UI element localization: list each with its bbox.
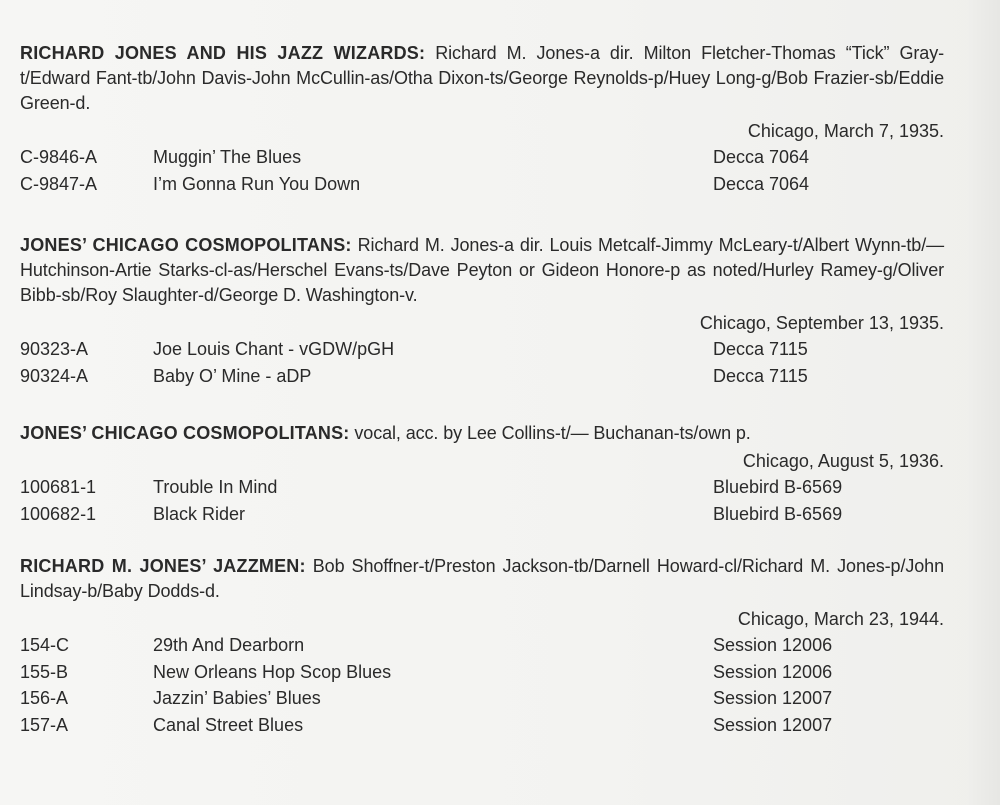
personnel-list: vocal, acc. by Lee Collins-t/— Buchanan-ts/own p.	[349, 423, 751, 443]
track-list	[20, 632, 944, 738]
matrix-number: 100681-1	[20, 477, 97, 497]
track-title: Trouble In Mind	[153, 477, 278, 497]
session-personnel	[20, 421, 944, 446]
page-edge-shadow	[966, 0, 1000, 805]
track-row	[20, 712, 944, 739]
track-list	[20, 474, 944, 527]
issue-number: Session 12006	[713, 635, 833, 655]
issue-number: Session 12007	[713, 714, 833, 735]
band-name: RICHARD JONES AND HIS JAZZ WIZARDS:	[20, 43, 426, 63]
issue-number: Bluebird B-6569	[713, 477, 843, 497]
personnel-list: Richard M. Jones-a dir. Louis Metcalf-Jimmy McLeary-t/Albert Wynn-tb/— Hutchinson-Artie Starks-cl-as/Herschel Evans-ts/Dave Peyton or Gideon Honore-p as noted/Hurley Ramey-g/Oliver Bibb-sb/Roy Slaughter-d/George D. Washington-v.	[20, 235, 945, 305]
track-list	[20, 336, 944, 389]
track-title: Canal Street Blues	[153, 714, 304, 735]
track-row	[20, 474, 944, 501]
track-title: Black Rider	[153, 503, 246, 524]
matrix-number: 156-A	[20, 688, 69, 708]
issue-number: Session 12006	[713, 661, 833, 682]
track-row	[20, 501, 944, 528]
band-name: RICHARD M. JONES’ JAZZMEN:	[20, 556, 306, 576]
track-row	[20, 659, 944, 686]
issue-number: Decca 7064	[713, 147, 810, 167]
band-name: JONES’ CHICAGO COSMOPOLITANS:	[20, 423, 350, 443]
session-personnel	[20, 41, 944, 116]
track-row	[20, 144, 944, 171]
session-block	[20, 41, 944, 197]
matrix-number: 90323-A	[20, 339, 89, 359]
issue-number: Decca 7064	[713, 173, 810, 194]
track-row	[20, 632, 944, 659]
track-title: 29th And Dearborn	[153, 635, 305, 655]
track-title: Muggin’ The Blues	[153, 147, 302, 167]
band-name: JONES’ CHICAGO COSMOPOLITANS:	[20, 235, 352, 255]
track-row	[20, 336, 944, 363]
track-row	[20, 363, 944, 390]
issue-number: Bluebird B-6569	[713, 503, 843, 524]
matrix-number: 155-B	[20, 661, 69, 682]
track-title: New Orleans Hop Scop Blues	[153, 661, 392, 682]
track-title: Baby O’ Mine - aDP	[153, 365, 312, 386]
matrix-number: 157-A	[20, 714, 69, 735]
matrix-number: 154-C	[20, 635, 70, 655]
track-row	[20, 171, 944, 198]
personnel-list: Richard M. Jones-a dir. Milton Fletcher-Thomas “Tick” Gray-t/Edward Fant-tb/John Davis-John McCullin-as/Otha Dixon-ts/George Reynolds-p/Huey Long-g/Bob Frazier-sb/Eddie Green-d.	[20, 43, 944, 113]
session-block	[20, 233, 944, 389]
track-row	[20, 685, 944, 712]
issue-number: Session 12007	[713, 688, 833, 708]
matrix-number: 90324-A	[20, 365, 89, 386]
issue-number: Decca 7115	[713, 365, 808, 386]
place-date: Chicago, March 7, 1935.	[747, 121, 944, 141]
place-date: Chicago, August 5, 1936.	[742, 451, 944, 471]
session-block	[20, 554, 944, 738]
personnel-list: Bob Shoffner-t/Preston Jackson-tb/Darnell Howard-cl/Richard M. Jones-p/John Lindsay-b/Baby Dodds-d.	[20, 556, 945, 601]
session-block	[20, 421, 944, 527]
matrix-number: C-9846-A	[20, 147, 98, 167]
place-date: Chicago, March 23, 1944.	[737, 609, 944, 629]
track-title: I’m Gonna Run You Down	[153, 173, 361, 194]
track-title: Jazzin’ Babies’ Blues	[153, 688, 321, 708]
issue-number: Decca 7115	[713, 339, 808, 359]
matrix-number: C-9847-A	[20, 173, 98, 194]
session-personnel	[20, 554, 944, 604]
matrix-number: 100682-1	[20, 503, 97, 524]
place-date: Chicago, September 13, 1935.	[699, 313, 944, 333]
session-personnel	[20, 233, 944, 308]
track-title: Joe Louis Chant - vGDW/pGH	[153, 339, 395, 359]
track-list	[20, 144, 944, 197]
